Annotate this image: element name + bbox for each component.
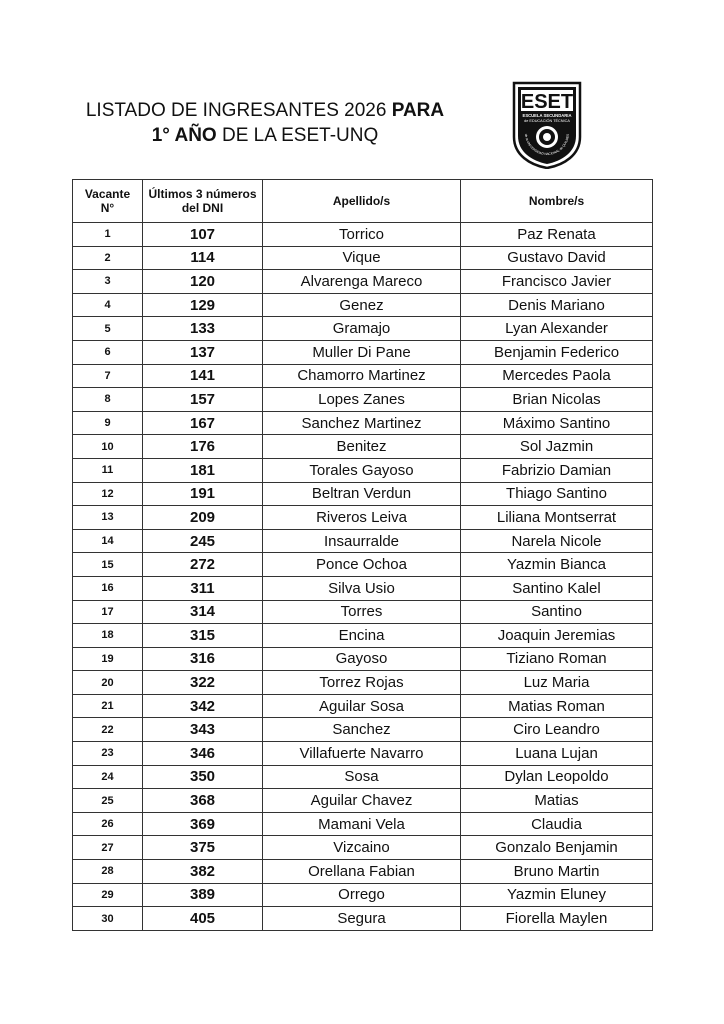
cell-nombre: Denis Mariano xyxy=(461,293,653,317)
table-row xyxy=(73,812,653,836)
eset-logo xyxy=(512,81,582,169)
cell-apellido: Alvarenga Mareco xyxy=(263,270,461,294)
cell-apellido: Torrico xyxy=(263,223,461,247)
cell-nombre: Liliana Montserrat xyxy=(461,506,653,530)
cell-nombre: Luana Lujan xyxy=(461,742,653,766)
cell-vacante: 17 xyxy=(73,600,143,624)
cell-nombre: Matias xyxy=(461,789,653,813)
cell-apellido: Riveros Leiva xyxy=(263,506,461,530)
cell-apellido: Sanchez Martinez xyxy=(263,411,461,435)
table-row xyxy=(73,529,653,553)
cell-vacante: 3 xyxy=(73,270,143,294)
cell-dni: 120 xyxy=(143,270,263,294)
header-nombre: Nombre/s xyxy=(461,180,653,223)
cell-dni: 209 xyxy=(143,506,263,530)
table-row xyxy=(73,860,653,884)
table-row xyxy=(73,907,653,931)
cell-dni: 181 xyxy=(143,458,263,482)
cell-apellido: Insaurralde xyxy=(263,529,461,553)
cell-vacante: 26 xyxy=(73,812,143,836)
cell-dni: 311 xyxy=(143,576,263,600)
cell-dni: 167 xyxy=(143,411,263,435)
cell-vacante: 12 xyxy=(73,482,143,506)
cell-vacante: 16 xyxy=(73,576,143,600)
cell-nombre: Joaquin Jeremias xyxy=(461,624,653,648)
cell-dni: 107 xyxy=(143,223,263,247)
cell-nombre: Claudia xyxy=(461,812,653,836)
cell-apellido: Torales Gayoso xyxy=(263,458,461,482)
cell-nombre: Yazmin Eluney xyxy=(461,883,653,907)
cell-apellido: Vizcaino xyxy=(263,836,461,860)
table-row xyxy=(73,789,653,813)
cell-vacante: 25 xyxy=(73,789,143,813)
table-row xyxy=(73,364,653,388)
cell-vacante: 2 xyxy=(73,246,143,270)
cell-nombre: Santino Kalel xyxy=(461,576,653,600)
table-row xyxy=(73,435,653,459)
cell-dni: 245 xyxy=(143,529,263,553)
cell-nombre: Francisco Javier xyxy=(461,270,653,294)
cell-dni: 405 xyxy=(143,907,263,931)
cell-nombre: Santino xyxy=(461,600,653,624)
cell-vacante: 30 xyxy=(73,907,143,931)
cell-dni: 368 xyxy=(143,789,263,813)
cell-nombre: Dylan Leopoldo xyxy=(461,765,653,789)
title-line2-normal: DE LA ESET-UNQ xyxy=(216,125,379,146)
cell-apellido: Chamorro Martinez xyxy=(263,364,461,388)
cell-dni: 314 xyxy=(143,600,263,624)
cell-dni: 375 xyxy=(143,836,263,860)
cell-vacante: 18 xyxy=(73,624,143,648)
cell-apellido: Lopes Zanes xyxy=(263,388,461,412)
cell-vacante: 7 xyxy=(73,364,143,388)
cell-apellido: Aguilar Chavez xyxy=(263,789,461,813)
table-row xyxy=(73,765,653,789)
table-row xyxy=(73,694,653,718)
cell-apellido: Segura xyxy=(263,907,461,931)
cell-dni: 346 xyxy=(143,742,263,766)
table-row xyxy=(73,553,653,577)
cell-nombre: Fabrizio Damian xyxy=(461,458,653,482)
cell-nombre: Narela Nicole xyxy=(461,529,653,553)
cell-apellido: Torrez Rojas xyxy=(263,671,461,695)
cell-vacante: 13 xyxy=(73,506,143,530)
cell-vacante: 29 xyxy=(73,883,143,907)
document-title xyxy=(60,98,470,148)
cell-apellido: Vique xyxy=(263,246,461,270)
cell-nombre: Benjamin Federico xyxy=(461,340,653,364)
cell-apellido: Ponce Ochoa xyxy=(263,553,461,577)
cell-vacante: 22 xyxy=(73,718,143,742)
cell-nombre: Luz Maria xyxy=(461,671,653,695)
cell-vacante: 19 xyxy=(73,647,143,671)
table-row xyxy=(73,482,653,506)
table-row xyxy=(73,576,653,600)
cell-nombre: Máximo Santino xyxy=(461,411,653,435)
header-apellido: Apellido/s xyxy=(263,180,461,223)
cell-apellido: Muller Di Pane xyxy=(263,340,461,364)
cell-apellido: Gramajo xyxy=(263,317,461,341)
table-row xyxy=(73,883,653,907)
logo-line2: de EDUCACIÓN TÉCNICA xyxy=(524,119,570,123)
cell-nombre: Gustavo David xyxy=(461,246,653,270)
cell-nombre: Fiorella Maylen xyxy=(461,907,653,931)
cell-nombre: Brian Nicolas xyxy=(461,388,653,412)
cell-vacante: 11 xyxy=(73,458,143,482)
cell-apellido: Gayoso xyxy=(263,647,461,671)
cell-apellido: Mamani Vela xyxy=(263,812,461,836)
title-line2-bold: 1° AÑO xyxy=(151,125,217,146)
cell-vacante: 9 xyxy=(73,411,143,435)
cell-apellido: Benitez xyxy=(263,435,461,459)
cell-apellido: Aguilar Sosa xyxy=(263,694,461,718)
cell-dni: 129 xyxy=(143,293,263,317)
cell-apellido: Silva Usio xyxy=(263,576,461,600)
logo-acronym: ESET xyxy=(520,91,574,113)
table-row xyxy=(73,340,653,364)
table-row xyxy=(73,836,653,860)
table-row xyxy=(73,458,653,482)
cell-nombre: Paz Renata xyxy=(461,223,653,247)
cell-nombre: Bruno Martin xyxy=(461,860,653,884)
logo-arc-text: de la UNIVERSIDAD NACIONAL de QUILMES xyxy=(524,133,571,157)
title-line1-bold: PARA xyxy=(391,100,445,121)
cell-apellido: Villafuerte Navarro xyxy=(263,742,461,766)
logo-line1: ESCUELA SECUNDARIA xyxy=(522,113,572,118)
cell-apellido: Encina xyxy=(263,624,461,648)
table-row xyxy=(73,647,653,671)
cell-nombre: Ciro Leandro xyxy=(461,718,653,742)
cell-apellido: Sosa xyxy=(263,765,461,789)
cell-dni: 157 xyxy=(143,388,263,412)
cell-vacante: 8 xyxy=(73,388,143,412)
table-header-row xyxy=(73,180,653,223)
table-row xyxy=(73,742,653,766)
header-vacante: Vacante N° xyxy=(73,180,143,223)
cell-apellido: Torres xyxy=(263,600,461,624)
cell-vacante: 23 xyxy=(73,742,143,766)
cell-vacante: 14 xyxy=(73,529,143,553)
header-dni: Últimos 3 números del DNI xyxy=(143,180,263,223)
table-row xyxy=(73,506,653,530)
table-row xyxy=(73,270,653,294)
cell-apellido: Beltran Verdun xyxy=(263,482,461,506)
table-row xyxy=(73,293,653,317)
cell-vacante: 27 xyxy=(73,836,143,860)
cell-dni: 133 xyxy=(143,317,263,341)
cell-dni: 272 xyxy=(143,553,263,577)
table-row xyxy=(73,317,653,341)
cell-vacante: 28 xyxy=(73,860,143,884)
table-row xyxy=(73,388,653,412)
cell-dni: 141 xyxy=(143,364,263,388)
cell-dni: 315 xyxy=(143,624,263,648)
cell-dni: 137 xyxy=(143,340,263,364)
cell-vacante: 5 xyxy=(73,317,143,341)
table-row xyxy=(73,411,653,435)
cell-dni: 389 xyxy=(143,883,263,907)
cell-nombre: Gonzalo Benjamin xyxy=(461,836,653,860)
cell-nombre: Sol Jazmin xyxy=(461,435,653,459)
cell-dni: 176 xyxy=(143,435,263,459)
cell-apellido: Orellana Fabian xyxy=(263,860,461,884)
cell-apellido: Genez xyxy=(263,293,461,317)
cell-dni: 114 xyxy=(143,246,263,270)
cell-nombre: Mercedes Paola xyxy=(461,364,653,388)
cell-vacante: 1 xyxy=(73,223,143,247)
cell-dni: 369 xyxy=(143,812,263,836)
cell-dni: 316 xyxy=(143,647,263,671)
cell-vacante: 24 xyxy=(73,765,143,789)
cell-vacante: 20 xyxy=(73,671,143,695)
title-line1-normal: LISTADO DE INGRESANTES 2026 xyxy=(85,100,392,121)
cell-dni: 342 xyxy=(143,694,263,718)
cell-vacante: 10 xyxy=(73,435,143,459)
cell-vacante: 15 xyxy=(73,553,143,577)
cell-dni: 382 xyxy=(143,860,263,884)
cell-nombre: Lyan Alexander xyxy=(461,317,653,341)
cell-dni: 343 xyxy=(143,718,263,742)
cell-dni: 322 xyxy=(143,671,263,695)
cell-apellido: Orrego xyxy=(263,883,461,907)
cell-nombre: Thiago Santino xyxy=(461,482,653,506)
cell-nombre: Tiziano Roman xyxy=(461,647,653,671)
table-row xyxy=(73,671,653,695)
cell-nombre: Yazmin Bianca xyxy=(461,553,653,577)
table-row xyxy=(73,600,653,624)
cell-dni: 350 xyxy=(143,765,263,789)
cell-nombre: Matias Roman xyxy=(461,694,653,718)
cell-vacante: 4 xyxy=(73,293,143,317)
table-row xyxy=(73,246,653,270)
cell-vacante: 6 xyxy=(73,340,143,364)
table-row xyxy=(73,718,653,742)
cell-dni: 191 xyxy=(143,482,263,506)
table-row xyxy=(73,223,653,247)
ingresantes-table xyxy=(72,179,653,931)
cell-apellido: Sanchez xyxy=(263,718,461,742)
table-row xyxy=(73,624,653,648)
cell-vacante: 21 xyxy=(73,694,143,718)
